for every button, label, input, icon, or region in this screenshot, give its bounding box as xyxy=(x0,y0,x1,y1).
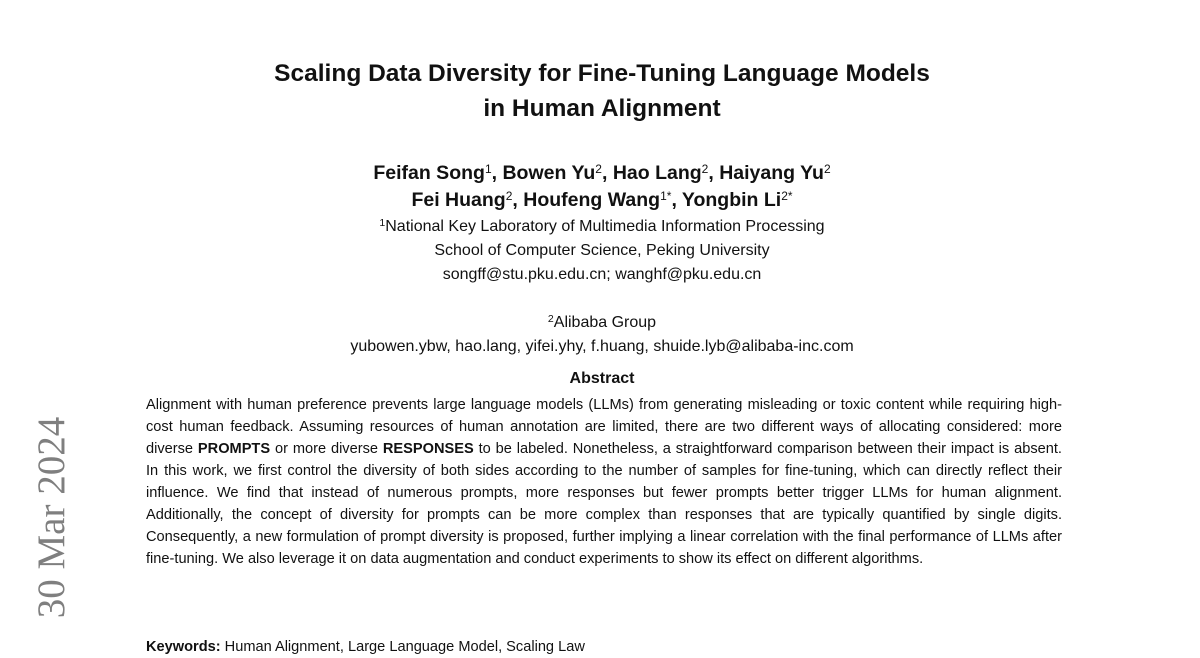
author-name: Fei Huang xyxy=(411,189,506,211)
author-name: Hao Lang xyxy=(612,162,702,184)
title-line-1: Scaling Data Diversity for Fine-Tuning Language Models xyxy=(274,60,930,87)
author-separator: , xyxy=(601,162,613,184)
author-separator: , xyxy=(491,162,503,184)
abstract-heading: Abstract xyxy=(569,370,635,387)
affiliation-school: School of Computer Science, Peking University xyxy=(434,242,770,259)
author-separator: , xyxy=(512,189,524,211)
keywords-list: Human Alignment, Large Language Model, Scaling Law xyxy=(220,639,585,655)
author-affiliation-marker: 2* xyxy=(781,189,793,203)
author-affiliation-marker: 2 xyxy=(823,162,831,176)
affiliation-marker: 1 xyxy=(379,217,386,229)
author-affiliation-marker: 2 xyxy=(701,162,709,176)
keywords xyxy=(146,636,1062,658)
author-affiliation-marker: 1* xyxy=(660,189,672,203)
author-affiliation-marker: 2 xyxy=(505,189,513,203)
affiliation-alibaba xyxy=(150,311,1054,359)
abstract-emphasis-prompts: PROMPTS xyxy=(197,441,271,457)
affiliation-lab: National Key Laboratory of Multimedia Information Processing xyxy=(385,218,825,235)
abstract-part-1: Alignment with human preference prevents large language models (LLMs) from generating misleading or toxic content while requiring high-cost human feedback. Assuming resources of human annotation are limited, there are two different ways of allocating considered: more diverse xyxy=(146,397,1062,457)
author-separator: , xyxy=(671,189,682,211)
abstract-emphasis-responses: RESPONSES xyxy=(382,441,474,457)
keywords-label: Keywords: xyxy=(146,639,221,655)
author-separator: , xyxy=(708,162,720,184)
author-name: Feifan Song xyxy=(373,162,485,184)
author-name: Bowen Yu xyxy=(502,162,596,184)
abstract-part-3: to be labeled. Nonetheless, a straightforward comparison between their impact is absent. In this work, we first control the diversity of both sides according to the number of samples for fine-tuning, which can directly reflect their influence. We find that instead of numerous prompts, more responses but fewer prompts better trigger LLMs for human alignment. Additionally, the concept of diversity for prompts can be more complex than responses that are typically quantified by single digits. Consequently, a new formulation of prompt diversity is proposed, further implying a linear correlation with the final performance of LLMs after fine-tuning. We also leverage it on data augmentation and conduct experiments to show its effect on different algorithms. xyxy=(146,441,1062,567)
affiliation-company: Alibaba Group xyxy=(553,314,657,331)
abstract-text xyxy=(146,394,1062,570)
author-name: Yongbin Li xyxy=(681,189,782,211)
author-affiliation-marker: 1 xyxy=(484,162,492,176)
author-name: Haiyang Yu xyxy=(719,162,824,184)
author-name: Houfeng Wang xyxy=(523,189,661,211)
author-list xyxy=(150,160,1054,214)
author-line-1 xyxy=(150,160,1054,187)
sidebar-date-text: 30 Mar 2024 xyxy=(30,416,74,619)
paper-title xyxy=(150,56,1054,126)
affiliation-emails: yubowen.ybw, hao.lang, yifei.yhy, f.huang, shuide.lyb@alibaba-inc.com xyxy=(350,338,854,355)
author-affiliation-marker: 2 xyxy=(595,162,602,176)
abstract-part-2: or more diverse xyxy=(270,441,383,457)
affiliation-marker: 2 xyxy=(547,313,554,325)
arxiv-sidebar-date xyxy=(30,410,74,625)
affiliation-emails: songff@stu.pku.edu.cn; wanghf@pku.edu.cn xyxy=(442,266,762,283)
affiliation-pku xyxy=(150,215,1054,287)
author-line-2 xyxy=(150,187,1054,214)
title-line-2: in Human Alignment xyxy=(483,95,721,122)
